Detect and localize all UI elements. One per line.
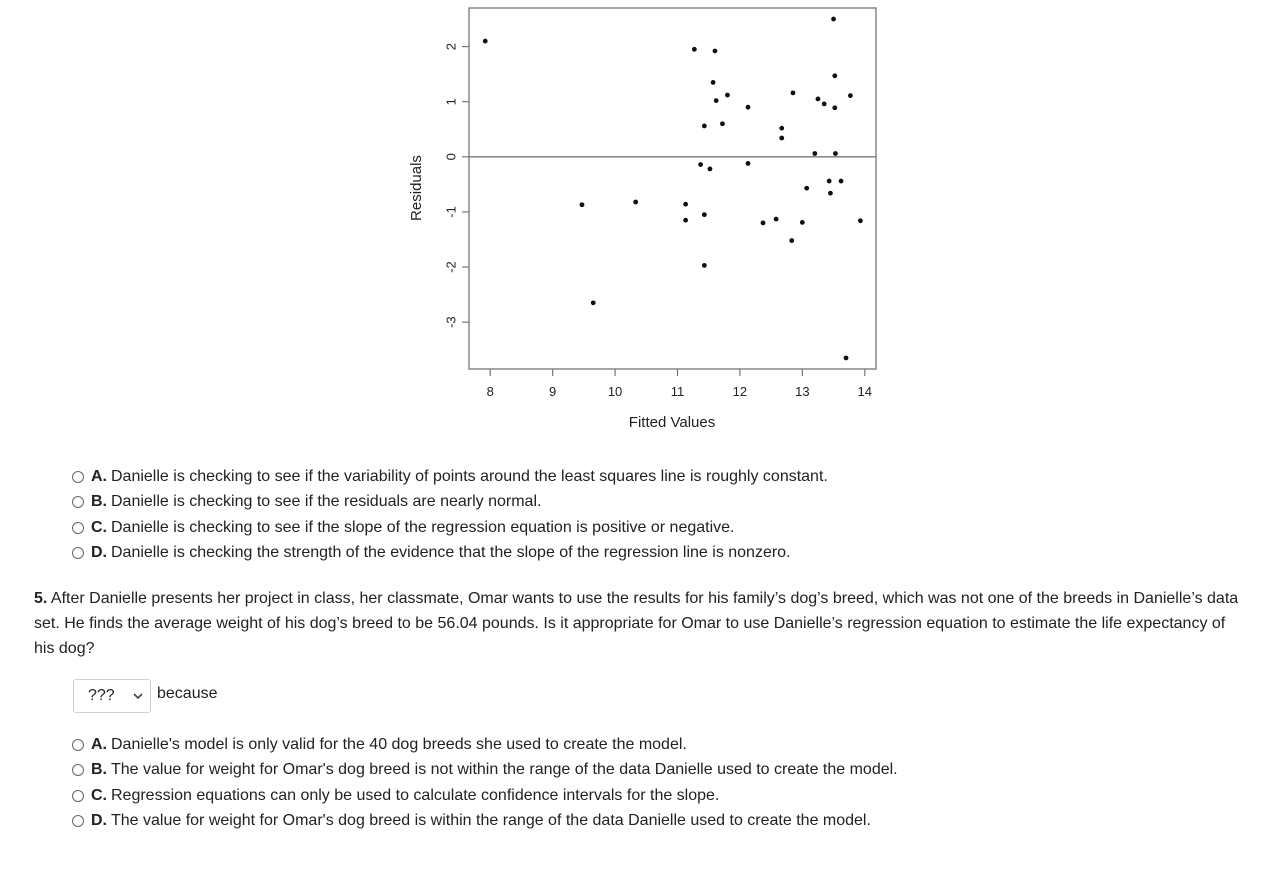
radio-button[interactable]	[72, 764, 84, 776]
data-point	[832, 73, 837, 78]
q5-option-b[interactable]	[72, 758, 898, 784]
option-letter: C.	[91, 518, 107, 536]
radio-button[interactable]	[72, 739, 84, 751]
option-letter: C.	[91, 786, 107, 804]
data-point	[844, 356, 849, 361]
data-point	[725, 93, 730, 98]
data-point	[683, 218, 688, 223]
radio-button[interactable]	[72, 547, 84, 559]
x-tick-label: 11	[670, 384, 685, 399]
data-point	[692, 47, 697, 52]
x-tick-label: 12	[732, 384, 748, 399]
data-point	[833, 151, 838, 156]
y-axis-ticks	[444, 43, 470, 328]
radio-button[interactable]	[72, 815, 84, 827]
radio-button[interactable]	[72, 790, 84, 802]
q4-option-b[interactable]	[72, 490, 828, 516]
data-point	[831, 17, 836, 22]
radio-button[interactable]	[72, 496, 84, 508]
data-point	[580, 202, 585, 207]
data-point	[828, 191, 833, 196]
data-point	[591, 300, 596, 305]
q5-option-d[interactable]	[72, 809, 898, 835]
data-point	[633, 200, 638, 205]
data-point	[839, 179, 844, 184]
data-point	[711, 80, 716, 85]
data-points	[483, 17, 863, 361]
y-tick-label: 2	[443, 42, 459, 51]
data-point	[746, 105, 751, 110]
y-tick-label: -1	[443, 206, 459, 218]
data-point	[779, 136, 784, 141]
radio-button[interactable]	[72, 522, 84, 534]
option-letter: D.	[91, 812, 107, 830]
data-point	[774, 217, 779, 222]
data-point	[702, 124, 707, 129]
y-tick-label: 0	[443, 153, 459, 161]
data-point	[827, 179, 832, 184]
x-tick-label: 10	[607, 384, 623, 399]
x-tick-label: 13	[795, 384, 810, 399]
x-tick-label: 8	[486, 384, 494, 399]
data-point	[816, 97, 821, 102]
question-5-text: After Danielle presents her project in class, her classmate, Omar wants to use the results for his family’s dog’s breed, which was not one of the breeds in Danielle’s data set. He finds the average weight of his dog’s breed to be 56.04 pounds. Is it appropriate for Omar to use Danielle’s regression equation to estimate the life expectancy of his dog?	[34, 590, 1239, 657]
y-tick-label: -3	[443, 316, 459, 328]
x-tick-label: 9	[549, 384, 557, 399]
chevron-down-icon	[132, 690, 144, 702]
question-5-number: 5.	[34, 590, 48, 607]
x-tick-label: 14	[857, 384, 872, 399]
data-point	[714, 98, 719, 103]
data-point	[779, 126, 784, 131]
q5-option-a[interactable]	[72, 732, 898, 758]
option-text: The value for weight for Omar's dog breed is not within the range of the data Danielle used to create the model.	[111, 761, 898, 779]
q4-option-c[interactable]	[72, 515, 828, 541]
data-point	[698, 162, 703, 167]
data-point	[848, 93, 853, 98]
q4-option-d[interactable]	[72, 541, 828, 567]
x-axis-label: Fitted Values	[628, 414, 716, 431]
q5-option-c[interactable]	[72, 783, 898, 809]
data-point	[702, 263, 707, 268]
data-point	[800, 220, 805, 225]
data-point	[746, 161, 751, 166]
plot-frame	[469, 8, 876, 369]
option-text: Danielle is checking the strength of the evidence that the slope of the regression line is nonzero.	[111, 544, 791, 562]
question-4-options	[72, 464, 828, 566]
data-point	[713, 49, 718, 54]
option-text: The value for weight for Omar's dog breed is within the range of the data Danielle used to create the model.	[111, 812, 871, 830]
dropdown-value: ???	[88, 687, 115, 704]
data-point	[702, 212, 707, 217]
data-point	[791, 90, 796, 95]
option-letter: B.	[91, 493, 107, 511]
data-point	[683, 202, 688, 207]
option-letter: D.	[91, 544, 107, 562]
x-axis-ticks	[487, 369, 872, 399]
option-text: Danielle's model is only valid for the 40 dog breeds she used to create the model.	[111, 735, 687, 753]
option-text: Danielle is checking to see if the slope of the regression equation is positive or negative.	[111, 518, 735, 536]
option-letter: A.	[91, 467, 107, 485]
data-point	[822, 101, 827, 106]
data-point	[804, 186, 809, 191]
data-point	[832, 105, 837, 110]
data-point	[483, 39, 488, 44]
question-5-options	[72, 732, 898, 834]
option-letter: A.	[91, 735, 107, 753]
option-text: Danielle is checking to see if the residuals are nearly normal.	[111, 493, 542, 511]
data-point	[812, 151, 817, 156]
answer-dropdown[interactable]	[73, 679, 151, 713]
because-label: because	[157, 685, 218, 702]
data-point	[708, 167, 713, 172]
data-point	[858, 218, 863, 223]
y-tick-label: 1	[443, 98, 459, 106]
data-point	[761, 221, 766, 226]
option-letter: B.	[91, 761, 107, 779]
radio-button[interactable]	[72, 471, 84, 483]
question-5	[34, 586, 1244, 661]
option-text: Regression equations can only be used to calculate confidence intervals for the slope.	[111, 786, 720, 804]
data-point	[789, 238, 794, 243]
y-tick-label: -2	[443, 261, 459, 273]
data-point	[720, 121, 725, 126]
option-text: Danielle is checking to see if the variability of points around the least squares line is roughly constant.	[111, 467, 828, 485]
q4-option-a[interactable]	[72, 464, 828, 490]
y-axis-label: Residuals	[408, 155, 425, 221]
